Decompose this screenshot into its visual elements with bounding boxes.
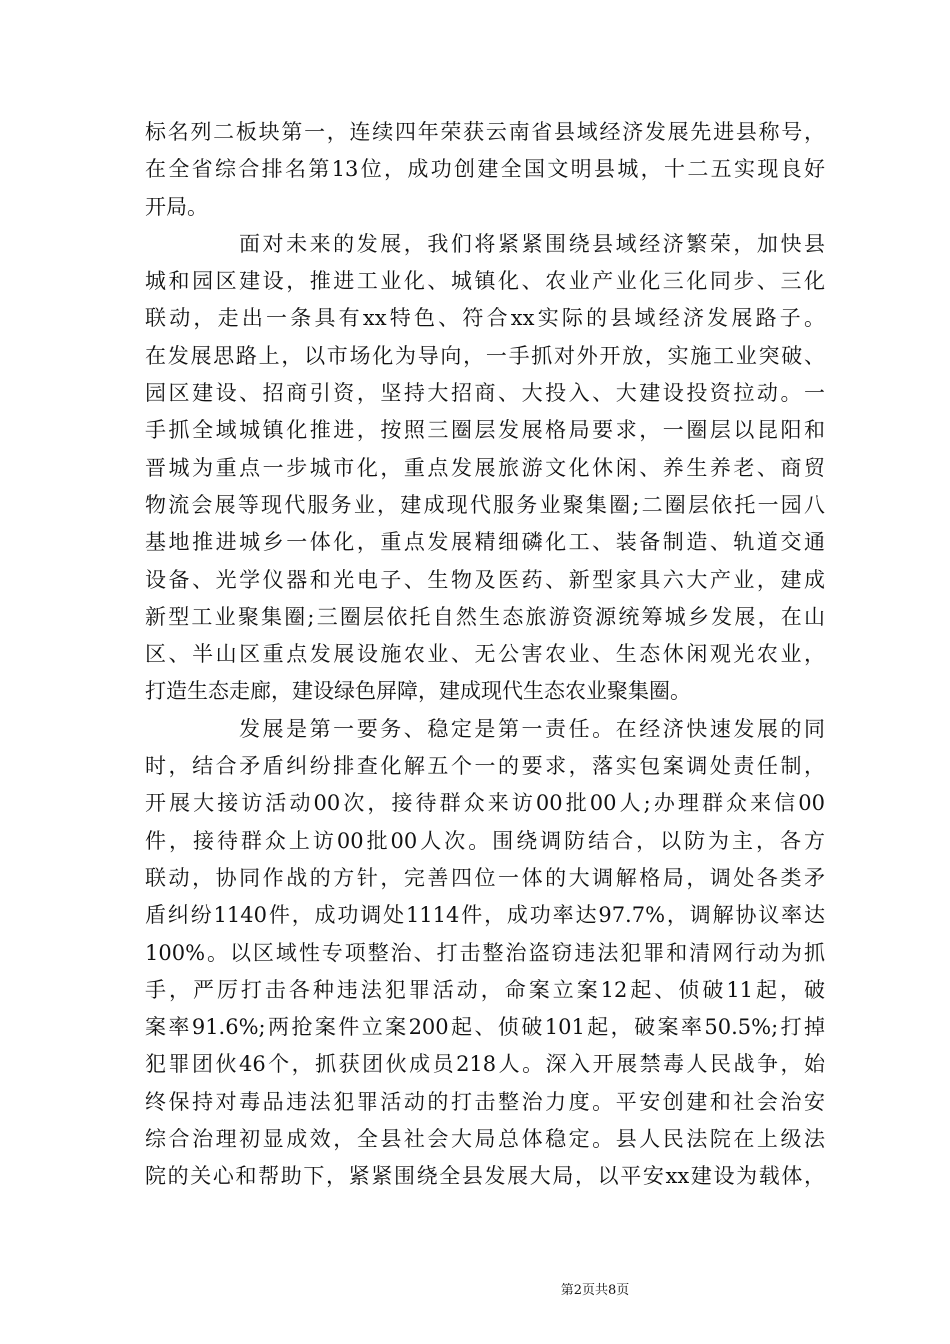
- text-line: 手抓全域城镇化推进，按照三圈层发展格局要求，一圈层以昆阳和: [145, 418, 825, 443]
- text-line: 联动，协同作战的方针，完善四位一体的大调解格局，调处各类矛: [145, 865, 825, 890]
- body-text: [145, 114, 825, 1196]
- text-line: 100%。以区域性专项整治、打击整治盗窃违法犯罪和清网行动为抓: [145, 940, 825, 965]
- text-line: 标名列二板块第一，连续四年荣获云南省县域经济发展先进县称号，: [145, 120, 825, 144]
- text-line: 在全省综合排名第13位，成功创建全国文明县城，十二五实现良好: [145, 157, 825, 182]
- text-line: 在发展思路上，以市场化为导向，一手抓对外开放，实施工业突破、: [145, 343, 825, 368]
- text-line: 打造生态走廊，建设绿色屏障，建成现代生态农业聚集圈。: [145, 679, 691, 704]
- page-number-footer: 第2页共8页: [560, 1283, 630, 1298]
- text-line: 时，结合矛盾纠纷排查化解五个一的要求，落实包案调处责任制，: [145, 754, 825, 779]
- text-line: 城和园区建设，推进工业化、城镇化、农业产业化三化同步、三化: [145, 269, 825, 294]
- text-line: 晋城为重点一步城市化，重点发展旅游文化休闲、养生养老、商贸: [145, 455, 825, 480]
- text-line: 件，接待群众上访00批00人次。围绕调防结合，以防为主，各方: [145, 828, 825, 853]
- text-line: 物流会展等现代服务业，建成现代服务业聚集圈;二圈层依托一园八: [145, 492, 825, 517]
- text-line: 设备、光学仪器和光电子、生物及医药、新型家具六大产业，建成: [145, 567, 825, 592]
- text-line: 终保持对毒品违法犯罪活动的打击整治力度。平安创建和社会治安: [145, 1089, 825, 1114]
- text-line: 手，严厉打击各种违法犯罪活动，命案立案12起、侦破11起，破: [145, 977, 825, 1002]
- text-line: 犯罪团伙46个，抓获团伙成员218人。深入开展禁毒人民战争，始: [145, 1052, 825, 1077]
- text-line: 案率91.6%;两抢案件立案200起、侦破101起，破案率50.5%;打掉: [145, 1015, 825, 1040]
- paragraph-first-line: 面对未来的发展，我们将紧紧围绕县域经济繁荣，加快县: [239, 231, 825, 256]
- text-line: 新型工业聚集圈;三圈层依托自然生态旅游资源统筹城乡发展，在山: [145, 604, 825, 629]
- text-line: 开局。: [145, 194, 208, 219]
- text-line: 基地推进城乡一体化，重点发展精细磷化工、装备制造、轨道交通: [145, 530, 825, 555]
- text-line: 联动，走出一条具有xx特色、符合xx实际的县域经济发展路子。: [145, 306, 825, 331]
- text-line: 园区建设、招商引资，坚持大招商、大投入、大建设投资拉动。一: [145, 381, 825, 406]
- text-line: 区、半山区重点发展设施农业、无公害农业、生态休闲观光农业，: [145, 642, 825, 667]
- paragraph-first-line: 发展是第一要务、稳定是第一责任。在经济快速发展的同: [239, 716, 825, 741]
- text-line: 综合治理初显成效，全县社会大局总体稳定。县人民法院在上级法: [145, 1127, 825, 1152]
- text-line: 开展大接访活动00次，接待群众来访00批00人;办理群众来信00: [145, 791, 825, 816]
- text-line: 盾纠纷1140件，成功调处1114件，成功率达97.7%，调解协议率达: [145, 903, 825, 928]
- text-line: 院的关心和帮助下，紧紧围绕全县发展大局，以平安xx建设为载体，: [145, 1164, 825, 1189]
